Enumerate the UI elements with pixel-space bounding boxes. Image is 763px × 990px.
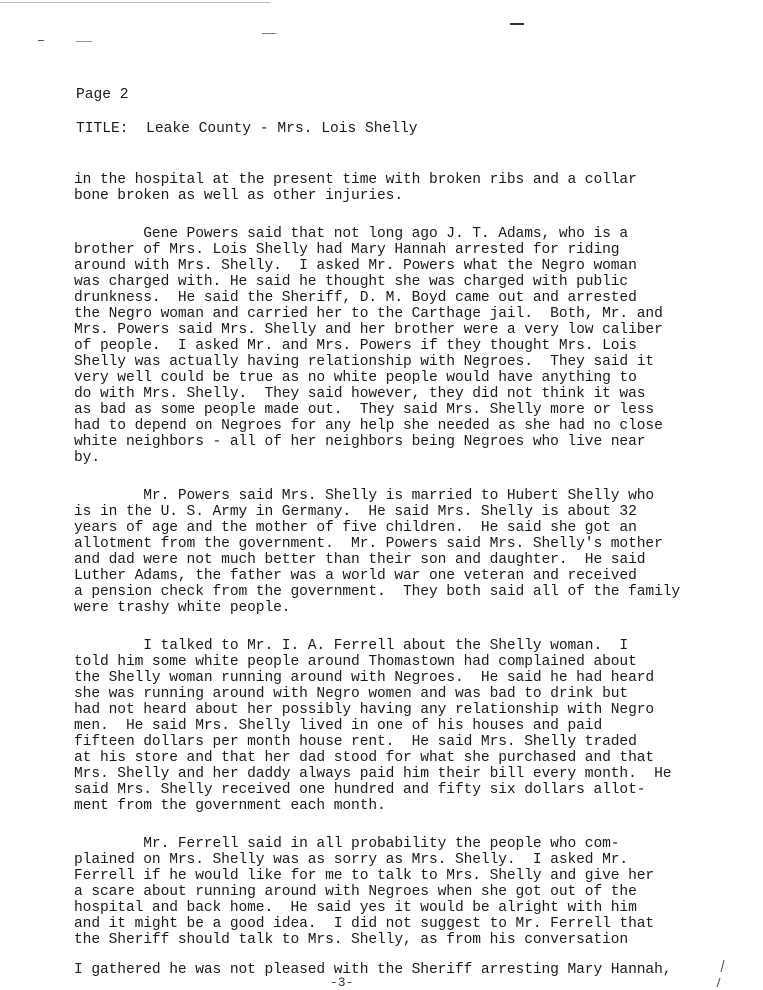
text-line: had not heard about her possibly having any relationship with Negro (74, 702, 655, 718)
text-line: brother of Mrs. Lois Shelly had Mary Hannah arrested for riding (74, 242, 620, 258)
text-line: of people. I asked Mr. and Mrs. Powers if they thought Mrs. Lois (74, 338, 637, 354)
scan-mark-top-rule (0, 2, 270, 3)
page-label: Page 2 (76, 87, 129, 103)
text-line: a pension check from the government. They both said all of the family (74, 584, 681, 600)
text-line: Ferrell if he would like for me to talk to Mrs. Shelly and give her (74, 868, 655, 884)
text-line: as bad as some people made out. They said Mrs. Shelly more or less (74, 402, 655, 418)
text-line: plained on Mrs. Shelly was as sorry as Mrs. Shelly. I asked Mr. (74, 852, 629, 868)
text-line: allotment from the government. Mr. Powers said Mrs. Shelly's mother (74, 536, 663, 552)
text-line: and it might be a good idea. I did not suggest to Mr. Ferrell that (74, 916, 655, 932)
document-title: TITLE: Leake County - Mrs. Lois Shelly (76, 121, 418, 137)
text-line: Shelly was actually having relationship with Negroes. They said it (74, 354, 655, 370)
page-number-mark: -3- (330, 975, 354, 990)
text-line: told him some white people around Thomastown had complained about (74, 654, 637, 670)
text-line: Mrs. Powers said Mrs. Shelly and her brother were a very low caliber (74, 322, 663, 338)
text-line: at his store and that her dad stood for what she purchased and that (74, 750, 655, 766)
text-line: white neighbors - all of her neighbors being Negroes who live near (74, 434, 646, 450)
margin-pencil-mark (714, 958, 728, 988)
scan-mark-top-dash (510, 23, 524, 25)
text-line: Mrs. Shelly and her daddy always paid him their bill every month. He (74, 766, 672, 782)
scan-mark-left-dot-2 (76, 41, 92, 42)
text-line: men. He said Mrs. Shelly lived in one of his houses and paid (74, 718, 603, 734)
text-line: do with Mrs. Shelly. They said however, they did not think it was (74, 386, 646, 402)
text-line: the Sheriff should talk to Mrs. Shelly, as from his conversation (74, 932, 629, 948)
text-line: I talked to Mr. I. A. Ferrell about the Shelly woman. I (74, 638, 629, 654)
text-line: is in the U. S. Army in Germany. He said Mrs. Shelly is about 32 (74, 504, 637, 520)
text-line: the Negro woman and carried her to the Carthage jail. Both, Mr. and (74, 306, 663, 322)
text-line: very well could be true as no white people would have anything to (74, 370, 637, 386)
text-line: the Shelly woman running around with Negroes. He said he had heard (74, 670, 655, 686)
text-line: Gene Powers said that not long ago J. T. Adams, who is a (74, 226, 629, 242)
text-line: Mr. Ferrell said in all probability the people who com- (74, 836, 620, 852)
text-line: by. (74, 450, 100, 466)
text-line: said Mrs. Shelly received one hundred and fifty six dollars allot- (74, 782, 646, 798)
text-line: was charged with. He said he thought she was charged with public (74, 274, 629, 290)
text-line: bone broken as well as other injuries. (74, 188, 403, 204)
text-line: and dad were not much better than their son and daughter. He said (74, 552, 646, 568)
text-line: she was running around with Negro women and was bad to drink but (74, 686, 629, 702)
text-line: fifteen dollars per month house rent. He said Mrs. Shelly traded (74, 734, 637, 750)
text-line: years of age and the mother of five children. He said she got an (74, 520, 637, 536)
text-line: Mr. Powers said Mrs. Shelly is married to Hubert Shelly who (74, 488, 655, 504)
text-line: had to depend on Negroes for any help she needed as she had no close (74, 418, 663, 434)
text-line: around with Mrs. Shelly. I asked Mr. Powers what the Negro woman (74, 258, 637, 274)
text-line: ment from the government each month. (74, 798, 386, 814)
text-line: were trashy white people. (74, 600, 291, 616)
text-line: a scare about running around with Negroes when she got out of the (74, 884, 637, 900)
text-line: hospital and back home. He said yes it would be alright with him (74, 900, 637, 916)
text-line: I gathered he was not pleased with the Sheriff arresting Mary Hannah, (74, 962, 672, 978)
text-line: in the hospital at the present time with broken ribs and a collar (74, 172, 637, 188)
text-line: drunkness. He said the Sheriff, D. M. Boyd came out and arrested (74, 290, 637, 306)
scan-mark-center-dash (262, 33, 276, 34)
scan-mark-left-dot (38, 40, 44, 41)
text-line: Luther Adams, the father was a world war one veteran and received (74, 568, 637, 584)
